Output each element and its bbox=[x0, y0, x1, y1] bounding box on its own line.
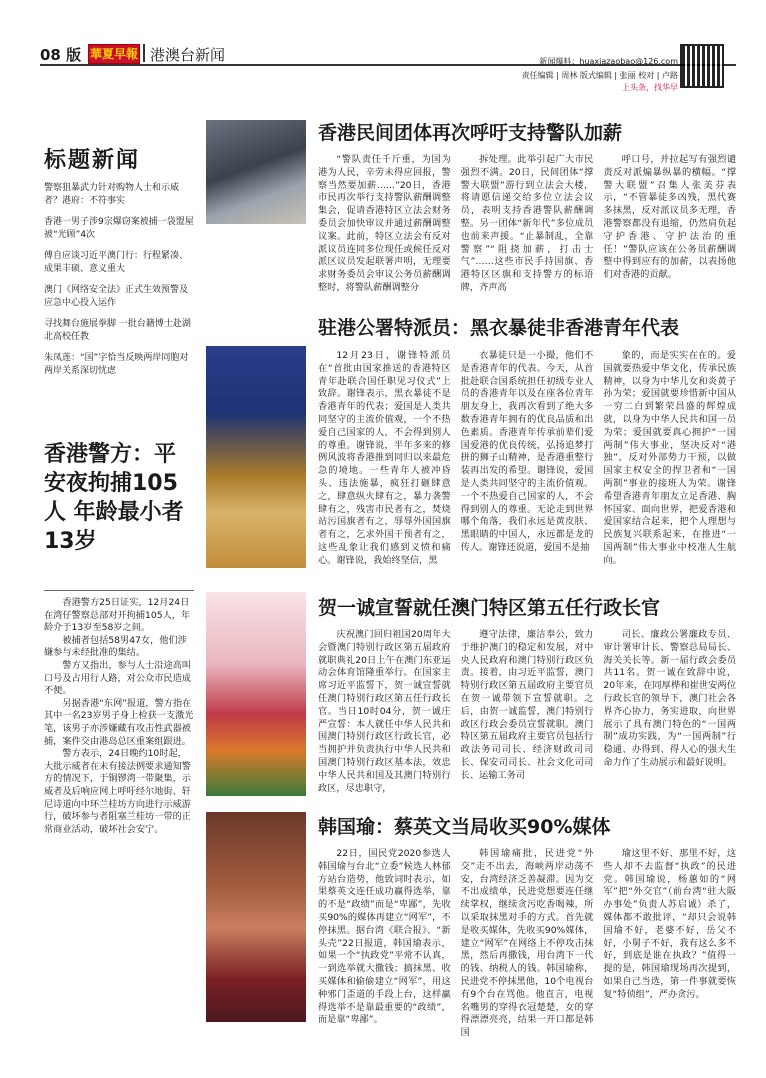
qr-code-icon bbox=[680, 44, 724, 88]
article-text: 呼口号，并拉起写有强烈谴责反对派煽暴纵暴的横幅。“撑警大联盟”召集人张美芬表示，“不管暴徒多凶残，黑代赛多抹黑，反对派议员多无理，香港警察都没有退缩，仍然肩负起守护香港、守护法治的重任！”警队应该在公务员薪酬调整中得到应有的加薪，以表扬他们对香港的贡献。 bbox=[603, 154, 737, 281]
article-column bbox=[603, 350, 736, 568]
slogan: 上头条，找华早 bbox=[622, 83, 678, 92]
feature-rule bbox=[44, 590, 194, 591]
article-column bbox=[318, 154, 451, 295]
headline-item: 傅自应谈习近平澳门行：行程紧凑、成果丰硕、意义重大 bbox=[44, 251, 189, 274]
headline-item: 警察狙暴武力针对购物人士和示威者？港府：不符事实 bbox=[44, 183, 180, 206]
article-column bbox=[318, 350, 451, 568]
article-text: 遵守法律，廉洁奉公，致力于维护澳门的稳定和发展，对中央人民政府和澳门特别行政区负责。接着，由习近平监誓，澳门特别行政区第五届政府主要官员在贺一诚带领下宣誓就职。之后，由贺一诚监誓，澳门特别行政区行政会委员宣誓就职。澳门特区第五届政府主要官员包括行政法务司司长、经济财政司司长、保安司司长、社会文化司司长、运输工务司 bbox=[460, 629, 594, 781]
article-text: 司长、廉政公署廉政专员、审计署审计长、警察总局局长、海关关长等。新一届行政会委员共11名。贺一诚在致辞中说，20年来，在同厚桦和崔世安两位行政长官的领导下，澳门社会各界齐心协力，务实进取，向世界展示了具有澳门特色的“一国两制”成功实践，为“一国两制”行稳通、办得到、得人心的强大生命力作了生动展示和最好说明。 bbox=[603, 629, 737, 768]
article-text: 12月23日，谢锋特派员在“首批由国家推送的香港特区青年赴联合国任职见习仪式”上致辞。谢锋表示，黑衣暴徒不是香港青年的代表；爱国是人类共同坚守的主流价值观，一个不热爱自己国家的人，不会得到别人的尊重。谢锋说，半年多来的修例风波将香港推到同归以来最危急的境地。一些青年人被冲昏头、违法施暴，疯狂打砸肆意之，肆意纵火肆有之，暴力袭警肆有之，残害市民者有之，焚烧站污国旗者有之，辱辱外国国旗者有之，乞求外国干预者有之，这些乱象让我们感到义愤和痛心。谢锋说，我始终坚信，黑 bbox=[318, 350, 451, 566]
politician-photo bbox=[206, 812, 306, 1022]
feature-paragraph: 警方又指出，参与人士沿途高叫口号及占用行人路，对公众市民造成不便。 bbox=[44, 659, 192, 697]
article-text: 瑜这里不好、那里不好，这些人却不去监督“执政”的民进党。韩国瑜说，杨蕙如的“网军”把“外交官”（前台湾“驻大阪办事处”负责人苏启诚）杀了，媒体都不敢批评，“却只会说韩国瑜不好，老婆不好，岳父不好，小舅子不好，我有这么多不好，到底是谁在执政？”值得一提的是，韩国瑜现场再次提到，如果自己当选，第一件事就要恢复“特侦组”，严办贪污。 bbox=[603, 848, 737, 1000]
article-headline: 驻港公署特派员：黑衣暴徒非香港青年代表 bbox=[318, 317, 680, 339]
headline-item: 朱凤莲：“国”字恰当反映两岸同胞对两岸关系深切忧虑 bbox=[44, 353, 189, 376]
article-headline: 香港民间团体再次呼吁支持警队加薪 bbox=[318, 122, 623, 144]
article-column bbox=[603, 629, 736, 795]
article-text: 22日，国民党2020参选人韩国瑜与台北“立委”候选人林郁方站台造势，他致词时表示，如果蔡英文连任成功赢得选举，靠的不是“政绩”而是“卑鄙”，先收买90%的媒体再建立“网军”，不停抹黑。据台湾《联合报》、“新头壳”22日报道，韩国瑜表示，如果一个“执政党”平常不认真，一到选举就大撒钱；搞抹黑、收买媒体和偷偷建立“网军”，用这种邪门歪道的手段上台，这样赢得选举不是靠最重要的“政绩”，而是靠“卑鄙”。 bbox=[318, 848, 451, 1026]
article-text: 拆处理。此举引起广大市民强烈不满。20日，民间团体“撑警大联盟”游行到立法会大楼，将请愿信递交给多位立法会议员，表明支持香港警队薪酬调整。另一团体“新年代”多位成员也前来声援。“止暴制乱，全靠警察”“阻挠加薪，打击士气”……这些市民手持国旗、香港特区区旗和支持警方的标语牌，齐声高 bbox=[460, 154, 594, 293]
feature-body bbox=[44, 597, 194, 836]
feature-paragraph: 被捕者包括58男47女，他们涉嫌参与未经批准的集结。 bbox=[44, 634, 187, 659]
article-column bbox=[461, 154, 594, 295]
article-body bbox=[318, 154, 736, 295]
chief-executive-photo bbox=[206, 592, 306, 796]
editor-credits: 责任编辑 | 周林 版式编辑 | 张丽 校对 | 卢路 bbox=[521, 71, 678, 80]
article-headline: 韩国瑜：蔡英文当局收买90%媒体 bbox=[318, 816, 611, 838]
newspaper-logo: 華夏早報 bbox=[88, 44, 140, 64]
article-column bbox=[318, 848, 451, 1040]
headline-item: 澳门《网络安全法》正式生效预警及应急中心投入运作 bbox=[44, 285, 189, 308]
article-body bbox=[318, 350, 736, 568]
police-photo bbox=[206, 120, 306, 224]
feature-headline: 香港警方：平安夜拘捕105人 年龄最小者13岁 bbox=[44, 442, 184, 554]
commissioner-photo bbox=[206, 346, 306, 568]
news-tip-email: 新闻爆料：huaxiazaobao@126.com bbox=[539, 57, 678, 66]
feature-paragraph: 另据香港“东网”报道，警方指在其中一名23岁男子身上检获一支激光笔，该男子亦涉嫌藏有攻击性武器被捕，案件交由港岛总区重案组跟进。 bbox=[44, 697, 194, 747]
feature-paragraph: 香港警方25日证实，12月24日在湾仔警察总部对开拘捕105人，年龄介于13岁至58岁之间。 bbox=[44, 597, 191, 634]
article-column bbox=[603, 848, 736, 1040]
article-body bbox=[318, 629, 736, 795]
article-text: “警队责任千斤重，为国为港为人民，辛劳未得应回报，警察当然要加薪……”20日，香港市民再次举行支持警队薪酬调整集会，促请香港特区立法会财务委员会加快审议并通过薪酬调整议案。此前，特区立法会有反对派议员连同多位现任或候任反对派区议员发起联署声明，无理要求财务委员会审议公务员薪酬调整时，将警队薪酬调整分 bbox=[318, 154, 451, 293]
article-column bbox=[461, 350, 594, 568]
page-number: 08 版 bbox=[40, 46, 82, 64]
headline-item: 寻找舞台施展拳脚 一批台籍博士赴湖北高校任教 bbox=[44, 319, 191, 342]
article-text: 韩国瑜痛批，民进党“外交”走不出去，海峡两岸动荡不安，台湾经济乏善凝滞。因为交不出成绩单，民进党想要连任继续掌权，继续贪污吃香喝辣，所以采取抹黑对手的方式。首先就是收买媒体，先收买90%媒体，建立“网军”在网络上不停攻击抹黑，然后再撒钱，用台湾下一代的钱、纳税人的钱。韩国瑜称，民进党不停抹黑他，10个电视台有9个台在骂他。他直言，电视名嘴男的穿得衣冠楚楚，女的穿得漂漂亮亮，结果一开口都是韩国 bbox=[460, 848, 594, 1039]
header-separator bbox=[143, 44, 145, 62]
headline-item: 香港一男子涉9宗爆窃案被捕一袋盟屋被“光顾”4次 bbox=[44, 217, 194, 240]
headline-list bbox=[44, 182, 194, 386]
feature-paragraph: 警方表示，24日晚约10时起，大批示威者在未有接法例要求通知警方的情况下，于铜锣湾一带聚集，示威者及后响应网上呼吁经尔地街、轩尼诗道向中环兰桂坊方向进行示威游行，破坏参与者阻塞兰桂坊一带的正常商业活动，破坏社会安宁。 bbox=[44, 748, 191, 835]
article-column bbox=[461, 629, 594, 795]
article-text: 衣暴徒只是一小撮，他们不是香港青年的代表。今天，从首批赴联合国系统担任初级专业人员的香港青年以及在座各位青年朋友身上，我再次看到了绝大多数香港青年拥有的优良品质和出色素质。香港青年传承前辈们爱国爱港的优良传统，弘扬追梦打拼的狮子山精神，是香港重整行装再出发的希望。谢锋说，爱国是人类共同坚守的主流价值观。一个不热爱自己国家的人，不会得到别人的尊重。无论走到世界哪个角落，我们永远是黄皮肤、黑眼睛的中国人，永远都是龙的传人。谢锋还说道，爱国不是抽 bbox=[460, 350, 594, 553]
article-headline: 贺一诚宣誓就任澳门特区第五任行政长官 bbox=[318, 597, 661, 619]
article-text: 象的，而是实实在在的。爱国就要热爱中华文化，传承民族精神，以身为中华儿女和炎黄子孙为荣；爱国就要珍惜新中国从一穷二白到繁荣昌盛的辉煌成就，以身为中华人民共和国一员为荣；爱国就要真心拥护“一国两制”伟大事业，坚决反对“港独”，反对外部势力干预，以做国家主权安全的捍卫者和“一国两制”事业的接班人为荣。谢锋希望香港青年朋友立足香港、胸怀国家、面向世界，把爱香港和爱国家结合起来，把个人理想与民族复兴联系起来，在推进“一国两制”伟大事业中校准人生航向。 bbox=[603, 350, 737, 566]
article-column bbox=[461, 848, 594, 1040]
section-title: 港澳台新闻 bbox=[150, 46, 226, 64]
sidebar-title: 标题新闻 bbox=[44, 148, 141, 173]
article-column bbox=[603, 154, 736, 295]
article-body bbox=[318, 848, 736, 1040]
article-text: 庆祝澳门回归祖国20周年大会暨澳门特别行政区第五届政府就职典礼20日上午在澳门东亚运动会体育馆隆重举行。在国家主席习近平监誓下，贺一诚宣誓就任澳门特别行政区第五任行政长官。当日10时04分，贺一诚庄严宣誓：本人就任中华人民共和国澳门特别行政区行政长官，必当拥护并负责执行中华人民共和国澳门特别行政区基本法，效忠中华人民共和国及其澳门特别行政区，尽忠职守， bbox=[318, 629, 451, 794]
article-column bbox=[318, 629, 451, 795]
